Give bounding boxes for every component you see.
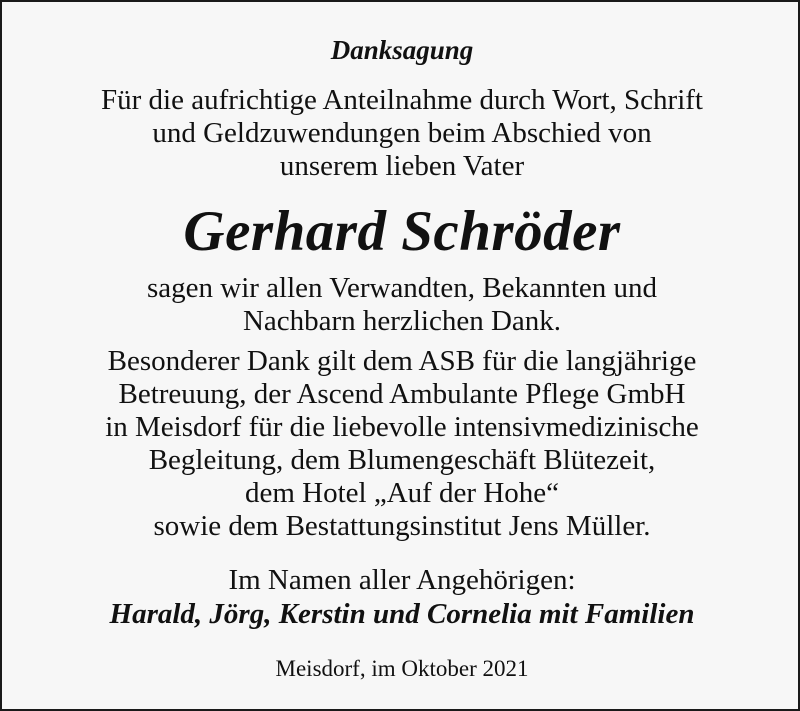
- heading: Danksagung: [330, 35, 474, 65]
- place-date: Meisdorf, im Oktober 2021: [275, 656, 529, 681]
- intro-line-3: unserem lieben Vater: [279, 150, 525, 182]
- signers-line: Harald, Jörg, Kerstin und Cornelia mit Familien: [109, 598, 695, 630]
- thanks-line-2: Nachbarn herzlichen Dank.: [242, 305, 562, 337]
- special-thanks-line-3: in Meisdorf für die liebevolle intensivmedizinische: [105, 411, 699, 443]
- special-thanks-line-5: dem Hotel „Auf der Hohe“: [244, 477, 560, 509]
- thanks-line-1: sagen wir allen Verwandten, Bekannten und: [146, 272, 658, 304]
- on-behalf-line: Im Namen aller Angehörigen:: [228, 564, 576, 596]
- special-thanks-line-6: sowie dem Bestattungsinstitut Jens Müller.: [153, 510, 651, 542]
- special-thanks-line-4: Begleitung, dem Blumengeschäft Blütezeit,: [148, 444, 656, 476]
- special-thanks-line-1: Besonderer Dank gilt dem ASB für die langjährige: [107, 345, 697, 377]
- intro-line-1: Für die aufrichtige Anteilnahme durch Wort, Schrift: [101, 84, 703, 116]
- deceased-name: Gerhard Schröder: [183, 200, 621, 263]
- special-thanks-line-2: Betreuung, der Ascend Ambulante Pflege GmbH: [118, 378, 686, 410]
- intro-line-2: und Geldzuwendungen beim Abschied von: [152, 117, 652, 149]
